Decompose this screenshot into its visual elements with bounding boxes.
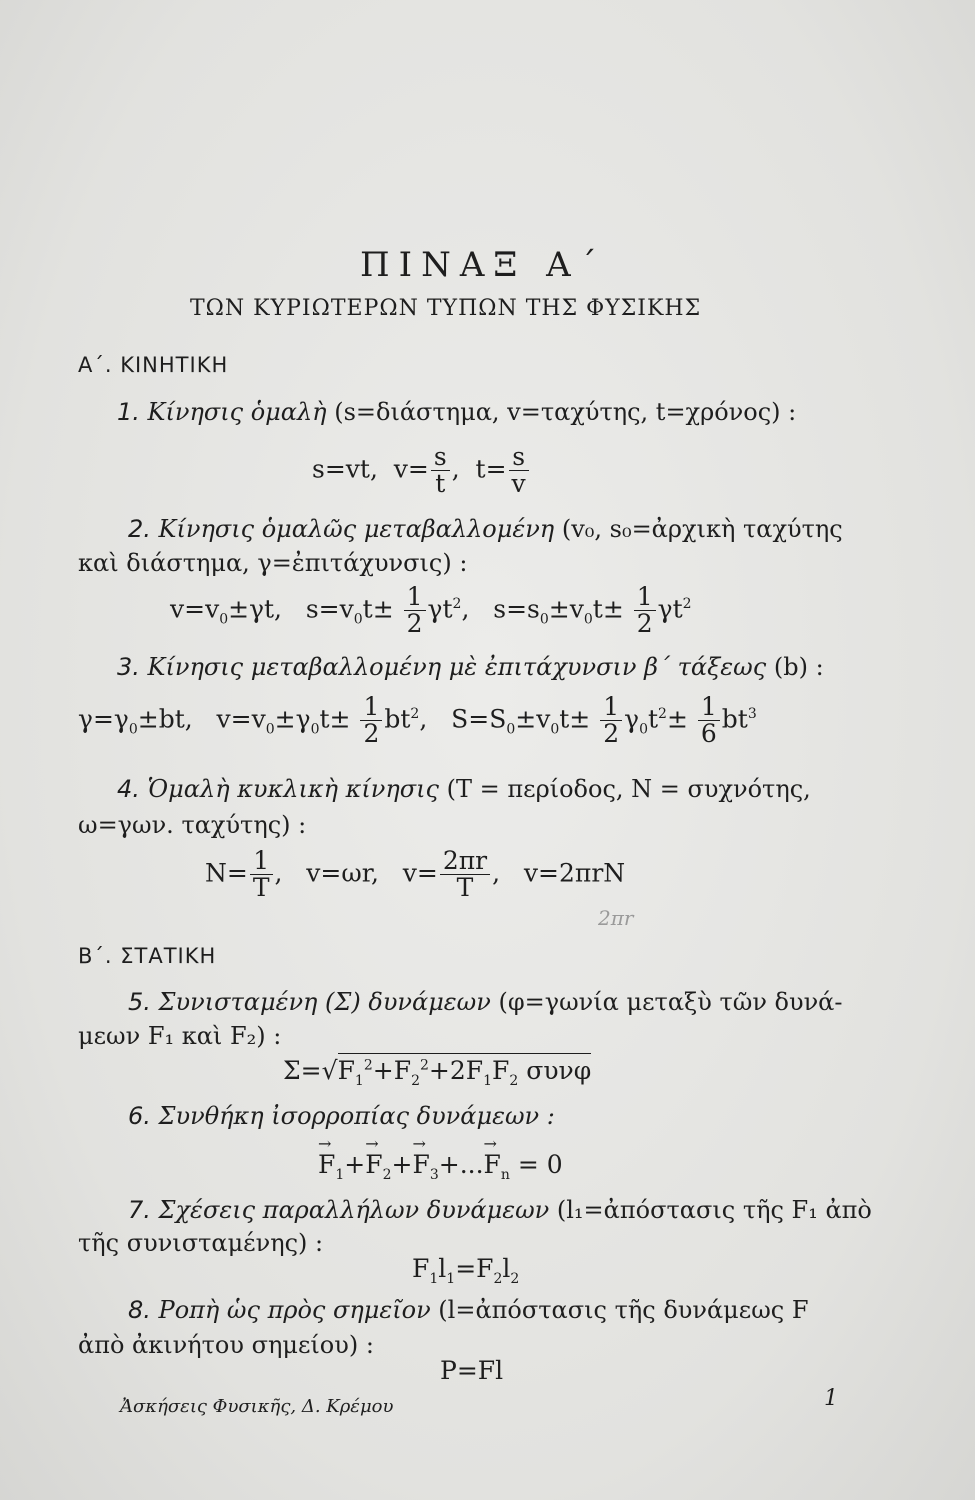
formula-4: N= $\frac{1}{T}$ , v=ωr, v= $\frac{2\pi r}{T}$ , v=2πrN bbox=[205, 846, 626, 903]
formula-7: $F_1l_1=F_2l_2$ bbox=[412, 1254, 520, 1287]
item-description: (v₀, s₀=ἀρχικὴ ταχύτης bbox=[561, 515, 843, 543]
item-title: Ὁμαλὴ κυκλικὴ κίνησις bbox=[147, 775, 439, 803]
item-number: 2. bbox=[128, 515, 151, 543]
item-number: 5. bbox=[128, 988, 151, 1016]
footer-source: Ἀσκήσεις Φυσικῆς, Δ. Κρέμου bbox=[120, 1396, 394, 1417]
item-7 bbox=[128, 1196, 872, 1224]
item-7-description-cont: τῆς συνισταμένης) : bbox=[78, 1229, 324, 1257]
item-title: Συνθήκη ἰσορροπίας δυνάμεων : bbox=[158, 1102, 555, 1130]
item-6 bbox=[128, 1102, 555, 1130]
formula-3: $\gamma=\gamma_0\pm bt$, $v=v_0\pm\gamma_0t\pm$ $\frac{1}{2}$ $bt^2$, $S=S_0\pm v_0t\pm$ $\frac{1}{2}$ $\gamma_0t^2\pm$ $\frac{1}{6}$ $bt^3$ bbox=[78, 692, 757, 749]
item-number: 3. bbox=[117, 653, 140, 681]
item-number: 1. bbox=[117, 398, 140, 426]
item-3 bbox=[117, 653, 824, 681]
page-number: 1 bbox=[824, 1386, 838, 1411]
formula-6: → $F_1+\to F_2+\to F_3+...\to F_n = 0$ bbox=[318, 1150, 563, 1183]
item-8 bbox=[128, 1296, 809, 1324]
item-description: (T = περίοδος, N = συχνότης, bbox=[446, 775, 811, 803]
item-number: 6. bbox=[128, 1102, 151, 1130]
item-5-description-cont: μεων F₁ καὶ F₂) : bbox=[78, 1022, 282, 1050]
handwritten-margin-note: 2πr bbox=[598, 906, 634, 930]
item-title: Κίνησις ὁμαλῶς μεταβαλλομένη bbox=[158, 515, 555, 543]
item-2 bbox=[128, 515, 843, 543]
item-title: Κίνησις μεταβαλλομένη μὲ ἐπιτάχυνσιν β΄ τάξεως bbox=[147, 653, 767, 681]
item-title: Συνισταμένη (Σ) δυνάμεων bbox=[158, 988, 491, 1016]
item-description: (l=ἀπόστασις τῆς δυνάμεως F bbox=[438, 1296, 809, 1324]
item-description: (l₁=ἀπόστασις τῆς F₁ ἀπὸ bbox=[556, 1196, 872, 1224]
item-5 bbox=[128, 988, 842, 1016]
item-number: 8. bbox=[128, 1296, 151, 1324]
item-description: (φ=γωνία μεταξὺ τῶν δυνά- bbox=[498, 988, 843, 1016]
item-title: Σχέσεις παραλλήλων δυνάμεων bbox=[158, 1196, 550, 1224]
item-number: 7. bbox=[128, 1196, 151, 1224]
item-8-description-cont: ἀπὸ ἀκινήτου σημείου) : bbox=[78, 1331, 374, 1359]
section-heading-statics: Β΄. ΣΤΑΤΙΚΗ bbox=[78, 944, 217, 968]
item-description: (b) : bbox=[773, 653, 824, 681]
item-title: Ροπὴ ὡς πρὸς σημεῖον bbox=[158, 1296, 431, 1324]
formula-5: $\Sigma=√F_1^2+F_2^2+2F_1F_2$ συνφ bbox=[283, 1056, 591, 1089]
item-1 bbox=[117, 398, 796, 426]
page-title: ΠΙΝΑΞ Α΄ bbox=[360, 245, 606, 285]
item-4 bbox=[117, 775, 811, 803]
item-title: Κίνησις ὁμαλὴ bbox=[147, 398, 327, 426]
formula-8: P=Fl bbox=[440, 1356, 504, 1385]
item-number: 4. bbox=[117, 775, 140, 803]
item-4-description-cont: ω=γων. ταχύτης) : bbox=[78, 811, 307, 839]
item-description: (s=διάστημα, v=ταχύτης, t=χρόνος) : bbox=[334, 398, 797, 426]
formula-2: $v=v_0\pm\gamma t$, $s=v_0t\pm$ $\frac{1}{2}$ $\gamma t^2$, $s=s_0\pm v_0t\pm$ $\frac{1}{2}$ $\gamma t^2$ bbox=[170, 582, 692, 639]
formula-1: s=vt, v= $\frac{s}{t}$ , t= $\frac{s}{v}$ bbox=[312, 444, 531, 498]
section-heading-kinetics: Α΄. ΚΙΝΗΤΙΚΗ bbox=[78, 353, 229, 377]
item-2-description-cont: καὶ διάστημα, γ=ἐπιτάχυνσις) : bbox=[78, 549, 468, 577]
page-subtitle: ΤΩΝ ΚΥΡΙΩΤΕΡΩΝ ΤΥΠΩΝ ΤΗΣ ΦΥΣΙΚΗΣ bbox=[190, 296, 702, 321]
